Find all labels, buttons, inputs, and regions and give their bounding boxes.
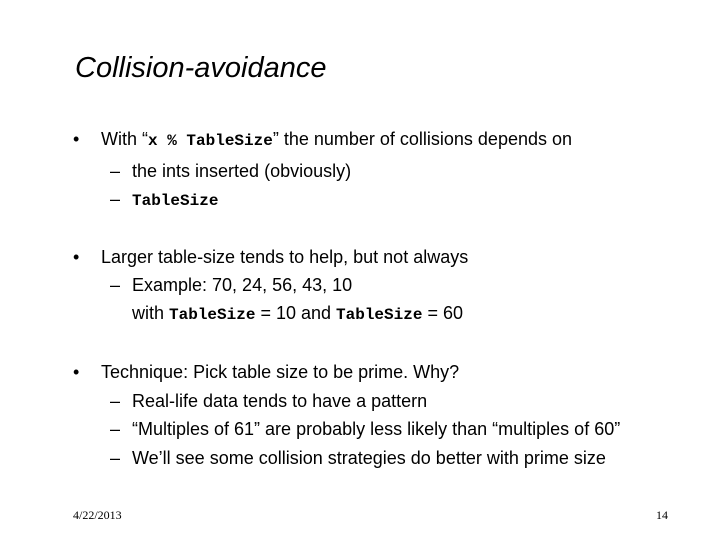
- dash-marker: –: [110, 419, 121, 439]
- dash-marker: –: [110, 275, 121, 295]
- sub-bullet-1-1: the ints inserted (obviously): [132, 161, 352, 181]
- text-part: = 10 and: [255, 303, 337, 323]
- sub-bullet-1-2: [132, 188, 218, 212]
- dash-marker: –: [110, 161, 121, 181]
- bullet-2-text: Larger table-size tends to help, but not always: [101, 247, 469, 267]
- sub-bullet-2-1-continuation: [132, 302, 463, 326]
- sub-bullet-3-2: “Multiples of 61” are probably less likely than “multiples of 60”: [132, 419, 621, 439]
- footer-date: 4/22/2013: [73, 508, 122, 522]
- text-part: with: [132, 303, 170, 323]
- sub-bullet-2-1: Example: 70, 24, 56, 43, 10: [132, 275, 353, 295]
- sub-bullet-3-3: We’ll see some collision strategies do better with prime size: [132, 448, 606, 468]
- bullet-1-code: x % TableSize: [148, 132, 273, 150]
- code-tablesize: TableSize: [336, 306, 423, 324]
- sub-bullet-1-2-code: TableSize: [132, 192, 219, 210]
- page-number: 14: [656, 508, 668, 522]
- code-tablesize: TableSize: [169, 306, 256, 324]
- bullet-1-text-part: With “: [101, 129, 148, 149]
- bullet-marker: •: [73, 362, 80, 382]
- bullet-1-text: [101, 128, 572, 152]
- dash-marker: –: [110, 189, 121, 209]
- bullet-1-text-part: ” the number of collisions depends on: [272, 129, 573, 149]
- bullet-3-text: Technique: Pick table size to be prime. Why?: [101, 362, 460, 382]
- sub-bullet-3-1: Real-life data tends to have a pattern: [132, 391, 428, 411]
- bullet-marker: •: [73, 129, 80, 149]
- text-part: = 60: [422, 303, 463, 323]
- slide-title: Collision-avoidance: [75, 52, 327, 84]
- bullet-marker: •: [73, 247, 80, 267]
- dash-marker: –: [110, 391, 121, 411]
- dash-marker: –: [110, 448, 121, 468]
